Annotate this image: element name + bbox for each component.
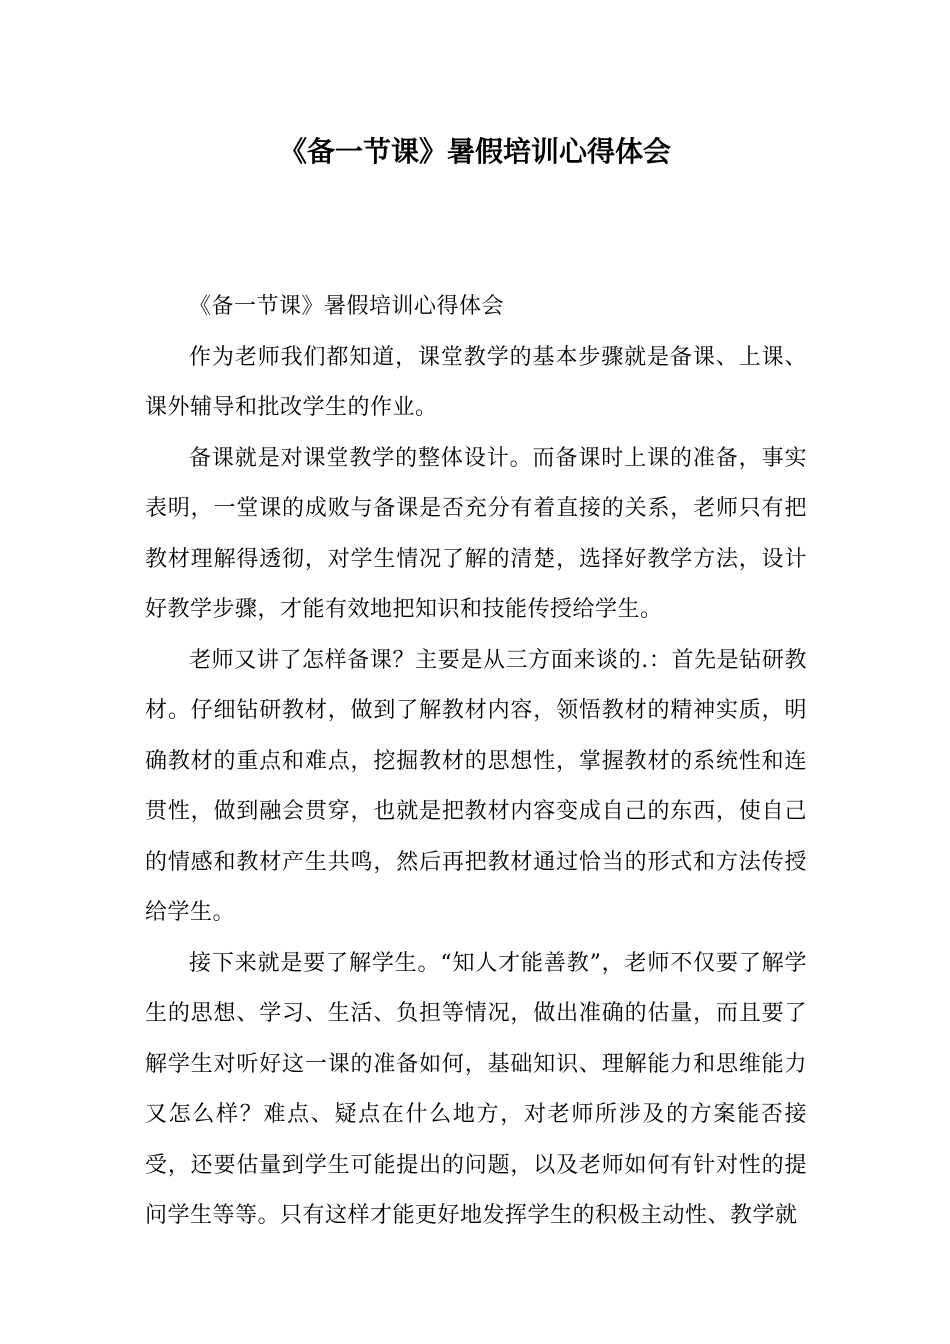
paragraph-understand-students: 接下来就是要了解学生。“知人才能善教”，老师不仅要了解学生的思想、学习、生活、负担等情况，做出准确的估量，而且要了解学生对听好这一课的准备如何，基础知识、理解能力和思维能力又怎么样？难点、疑点在什么地方，对老师所涉及的方案能否接受，还要估量到学生可能提出的问题，以及老师如何有针对性的提问学生等等。只有这样才能更好地发挥学生的积极主动性、教学就 [145,950,807,1228]
paragraph-subtitle: 《备一节课》暑假培训心得体会 [189,294,505,319]
paragraph-intro: 作为老师我们都知道，课堂教学的基本步骤就是备课、上课、课外辅导和批改学生的作业。 [145,344,807,420]
paragraph-study-materials: 老师又讲了怎样备课？主要是从三方面来谈的.：首先是钻研教材。仔细钻研教材，做到了解教材内容，领悟教材的精神实质，明确教材的重点和难点，挖掘教材的思想性，掌握教材的系统性和连贯性，做到融会贯穿，也就是把教材内容变成自己的东西，使自己的情感和教材产生共鸣，然后再把教材通过恰当的形式和方法传授给学生。 [145,647,807,925]
document-body [145,282,807,1242]
document-title: 《备一节课》暑假培训心得体会 [278,135,671,168]
paragraph-lesson-prep: 备课就是对课堂教学的整体设计。而备课时上课的准备，事实表明，一堂课的成败与备课是否充分有着直接的关系，老师只有把教材理解得透彻，对学生情况了解的清楚，选择好教学方法，设计好教学步骤，才能有效地把知识和技能传授给学生。 [145,445,807,622]
